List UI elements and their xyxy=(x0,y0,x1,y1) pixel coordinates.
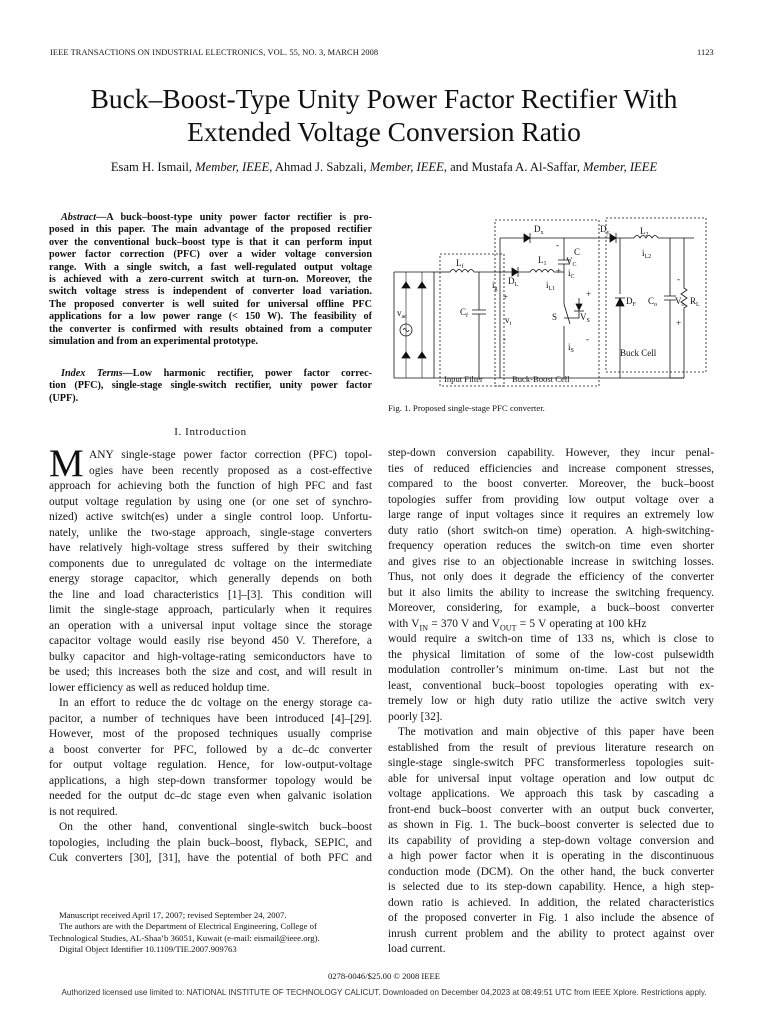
label-co: $C_o$ xyxy=(648,296,658,308)
drop-cap: M xyxy=(49,442,84,485)
left-column-line: an operation with a universal input voltage since the storage xyxy=(49,619,372,632)
author-list xyxy=(0,160,768,175)
right-column-line: duty ratio (short switch-on time) operation. A high-switching- xyxy=(388,524,714,537)
label-vi-plus: + xyxy=(503,292,509,302)
label-dl: $D_L$ xyxy=(508,276,519,288)
section-heading: I. Introduction xyxy=(174,426,247,438)
index-terms-line: Index Terms—Low harmonic rectifier, power factor correc- xyxy=(61,368,372,379)
right-column-line: load current. xyxy=(388,943,446,955)
right-column-line: front-end buck–boost converter with an output buck converter, xyxy=(388,803,714,816)
label-ic: $i_C$ xyxy=(568,268,575,280)
author-1-role: Member, IEEE xyxy=(195,160,270,174)
left-column-line: However, most of the proposed techniques usually comprise xyxy=(49,728,372,740)
circuit-figure xyxy=(384,208,714,398)
label-vs: $V_S$ xyxy=(580,312,590,324)
author-3-role: Member, IEEE xyxy=(583,160,658,174)
left-column-line: limit the single-stage approach, particularly when it requires xyxy=(49,604,372,616)
left-column-line: Cuk converters [30], [31], have the potential of both PFC and xyxy=(49,852,372,864)
author-2: , Ahmad J. Sabzali, xyxy=(269,160,370,174)
footnote-line: Digital Object Identifier 10.1109/TIE.2007.909763 xyxy=(59,944,237,955)
right-column-line: able for universal input voltage operation and low output dc xyxy=(388,772,714,785)
right-column-line: established from the result of previous literature research on xyxy=(388,741,714,754)
left-column-line: have relatively high-voltage stress suffered by their switching xyxy=(49,542,372,554)
left-column-line: nately, unlike the two-stage approach, single-stage converters xyxy=(49,526,372,539)
right-column-line: compared to the boost converter. Moreover, the buck–boost xyxy=(388,478,714,490)
label-l2: $L_2$ xyxy=(640,226,649,238)
label-vi: $v_i$ xyxy=(505,315,512,327)
right-column-line: ties of reduced efficiencies and increase component stresses, xyxy=(388,462,714,475)
label-c: C xyxy=(574,247,581,257)
right-column-line: large range of input voltages since it requires an extremely low xyxy=(388,509,714,521)
label-s: S xyxy=(552,312,558,322)
abstract-line: the converter is confirmed with results obtained from a computer xyxy=(49,323,372,335)
abstract-line: power factor correction (PFC) over a wider voltage conversion xyxy=(49,249,372,261)
right-column-line: is selected due to its step-down capability. Hence, a high step- xyxy=(388,881,714,893)
left-column-line: pacitor, a number of techniques have been introduced [4]–[29]. xyxy=(49,712,372,725)
label-vs-minus: - xyxy=(586,334,589,344)
left-column-line: output voltage regulation by using one (or one set of synchro- xyxy=(49,495,372,508)
abstract-label: Abstract xyxy=(61,212,97,223)
right-column-line: modulation controller’s minimum on-time. Last but not the xyxy=(388,664,714,676)
label-buck-boost-cell: Buck-Boost Cell xyxy=(512,374,570,384)
footnote-line: Technological Studies, AL-Shaa’b 36051, Kuwait (e-mail: eismail@ieee.org). xyxy=(49,932,320,943)
label-is: $i_S$ xyxy=(568,342,574,354)
label-input-filter: Input Filter xyxy=(444,374,483,384)
abstract-line: posed in this paper. The main advantage of the proposed rectifier xyxy=(49,224,372,236)
right-column-line: tremely low or high duty ratio utilize the active switch very xyxy=(388,695,714,707)
right-column-line: its capability of providing a step-down voltage conversion and xyxy=(388,834,714,847)
left-column-line: lower efficiency as well as reduced holdup time. xyxy=(49,681,270,694)
right-column-line: but it also limits the ability to increase the switching frequency. xyxy=(388,586,714,599)
right-column-line: would require a switch-on time of 133 ns, which is close to xyxy=(388,633,714,645)
footnote-line: The authors are with the Department of Electrical Engineering, College of xyxy=(59,921,317,932)
left-column-line: components due to unregulated dc voltage on the intermediate xyxy=(49,557,372,570)
index-terms-label: Index Terms xyxy=(61,368,123,379)
left-column-line: ogies have been recently proposed as a cost-effective xyxy=(89,464,372,477)
label-dx: $D_x$ xyxy=(534,224,544,236)
right-column-line: voltage applications. We approach this task by cascading a xyxy=(388,788,714,800)
right-column-line: a high power factor when it is operating in the discontinuous xyxy=(388,850,714,862)
right-column-line: least, conventional buck–boost topologies operating with ex- xyxy=(388,679,714,692)
footnote-line: Manuscript received April 17, 2007; revised September 24, 2007. xyxy=(59,910,287,920)
index-terms-line: tion (PFC), single-stage single-switch rectifier, unity power factor xyxy=(49,380,372,392)
label-df: $D_F$ xyxy=(626,296,636,308)
right-column-line: The motivation and main objective of this paper have been xyxy=(398,726,714,738)
right-column-line: frequency operation reduces the switch-on time even shorter xyxy=(388,540,714,552)
right-column-line-formula: with $V_{IN} = 370$ V and $V_{OUT} = 5$ V operating at 100 kHz xyxy=(388,617,647,632)
right-column-line: poorly [32]. xyxy=(388,710,443,723)
right-column-line: down ratio is achieved. In addition, the related characteristics xyxy=(388,896,714,909)
label-rl: $R_L$ xyxy=(690,296,700,308)
index-terms-line: (UPF). xyxy=(49,392,79,404)
left-column-line: In an effort to reduce the dc voltage on the energy storage ca- xyxy=(59,697,372,709)
left-column-line: nized) active switch(es) under a single control loop. Unfortu- xyxy=(49,511,372,523)
label-vo-minus: - xyxy=(677,274,680,284)
right-column-line: Moreover, considering, for example, a buck–boost converter xyxy=(388,602,714,614)
abstract-line: switch voltage stress is independent of converter load variation. xyxy=(49,286,372,298)
label-dy: $D_y$ xyxy=(600,224,610,236)
label-buck-cell: Buck Cell xyxy=(620,348,657,358)
label-vi-minus: - xyxy=(503,334,506,344)
page-number: 1123 xyxy=(697,48,714,57)
label-vc-plus: + xyxy=(556,266,562,276)
abstract-line: simulation and from an experimental prototype. xyxy=(49,336,259,347)
left-column-line: needed for the output dc–dc stage even when galvanic isolation xyxy=(49,790,372,802)
left-column-line: for output voltage regulation. Hence, for low-output-voltage xyxy=(49,759,372,771)
label-lf: $L_f$ xyxy=(456,258,464,270)
label-vo: $V_o$ xyxy=(675,296,685,308)
copyright-notice: 0278-0046/$25.00 © 2008 IEEE xyxy=(327,971,441,981)
label-vac: $v_{ac}$ xyxy=(397,308,407,320)
paper-title xyxy=(0,82,768,148)
label-cf: $C_f$ xyxy=(460,307,469,319)
left-column-line: bulky capacitor and high-voltage-rating semiconductors have to xyxy=(49,650,372,663)
abstract-line: range. With a single switch, a fast well-regulated output voltage xyxy=(49,261,372,273)
right-column-line: single-stage single-switch PFC transformerless topologies suit- xyxy=(388,757,714,769)
abstract-line: over the conventional buck–boost type is that it can perform input xyxy=(49,236,372,248)
label-l1: $L_1$ xyxy=(538,255,547,267)
left-column-line: On the other hand, conventional single-switch buck–boost xyxy=(59,821,372,833)
right-column-line: the physical limitation of some of the low-cost pulsewidth xyxy=(388,648,714,661)
label-il2: $i_{L2}$ xyxy=(642,248,652,260)
author-2-role: Member, IEEE xyxy=(369,160,444,174)
left-column-line: the line and load characteristics [1]–[3]. This condition will xyxy=(49,588,372,601)
license-notice: Authorized licensed use limited to: NATIONAL INSTITUTE OF TECHNOLOGY CALICUT. Downloaded on December 04,2023 at 08:49:51 UTC from IEEE Xplore. Restrictions apply. xyxy=(61,988,707,997)
left-column-line: energy storage capacitor, which generally depends on both xyxy=(49,573,372,585)
left-column-line: capacitor voltage would easily rise beyond 450 V. Therefore, a xyxy=(49,635,372,647)
running-header: IEEE TRANSACTIONS ON INDUSTRIAL ELECTRONICS, VOL. 55, NO. 3, MARCH 2008 xyxy=(50,48,379,57)
title-line-1: Buck–Boost-Type Unity Power Factor Rectifier With xyxy=(90,83,678,114)
right-column-line: as shown in Fig. 1. The buck–boost converter is selected due to xyxy=(388,819,714,831)
right-column-line: inrush current problem and the ability to protect against over xyxy=(388,927,714,940)
left-column-line: ANY single-stage power factor correction (PFC) topol- xyxy=(89,449,372,461)
right-column-line: step-down conversion capability. However, they incur penal- xyxy=(388,447,714,459)
right-column-line: conduction mode (DCM). On the other hand, the buck converter xyxy=(388,865,714,878)
abstract-line: is achieved with a zero-current switch at turn-on. Moreover, the xyxy=(49,274,372,285)
label-il1: $i_{L1}$ xyxy=(546,280,556,292)
right-column-line: of the proposed converter in Fig. 1 also include the absence of xyxy=(388,912,714,924)
author-1: Esam H. Ismail, xyxy=(110,160,196,174)
figure-caption: Fig. 1. Proposed single-stage PFC converter. xyxy=(388,403,545,413)
left-column-line: a boost converter for PFC, followed by a dc–dc converter xyxy=(49,743,372,756)
left-column-line: topologies, including the plain buck–boost, flyback, SEPIC, and xyxy=(49,836,372,849)
left-column-line: is not required. xyxy=(49,805,118,818)
label-vc: $V_C$ xyxy=(566,256,577,268)
right-column-line: topologies suffer from providing low output voltage over a xyxy=(388,493,714,506)
right-column-line: Thus, not only does it degrade the efficiency of the converter xyxy=(388,571,714,583)
abstract-line: The proposed converter is well suited for universal offline PFC xyxy=(49,298,372,310)
abstract-line: Abstract—A buck–boost-type unity power factor rectifier is pro- xyxy=(61,212,372,223)
label-vs-plus: + xyxy=(586,289,592,299)
left-column-line: applications, a high step-down transformer topology would be xyxy=(49,774,372,787)
label-ig: $i_g$ xyxy=(492,280,498,292)
left-column-line: approach for achieving both the function of high PFC and fast xyxy=(49,480,372,492)
label-vc-minus: - xyxy=(556,240,559,250)
label-vo-plus: + xyxy=(676,318,682,328)
title-line-2: Extended Voltage Conversion Ratio xyxy=(187,116,581,147)
left-column-line: be used; this increases both the size and cost, and will result in xyxy=(49,666,372,678)
right-column-line: and gives rise to an objectionable increase in switching losses. xyxy=(388,555,714,568)
author-3: , and Mustafa A. Al-Saffar, xyxy=(443,160,583,174)
abstract-line: applications for a low power range (< 150 W). The feasibility of xyxy=(49,311,372,323)
